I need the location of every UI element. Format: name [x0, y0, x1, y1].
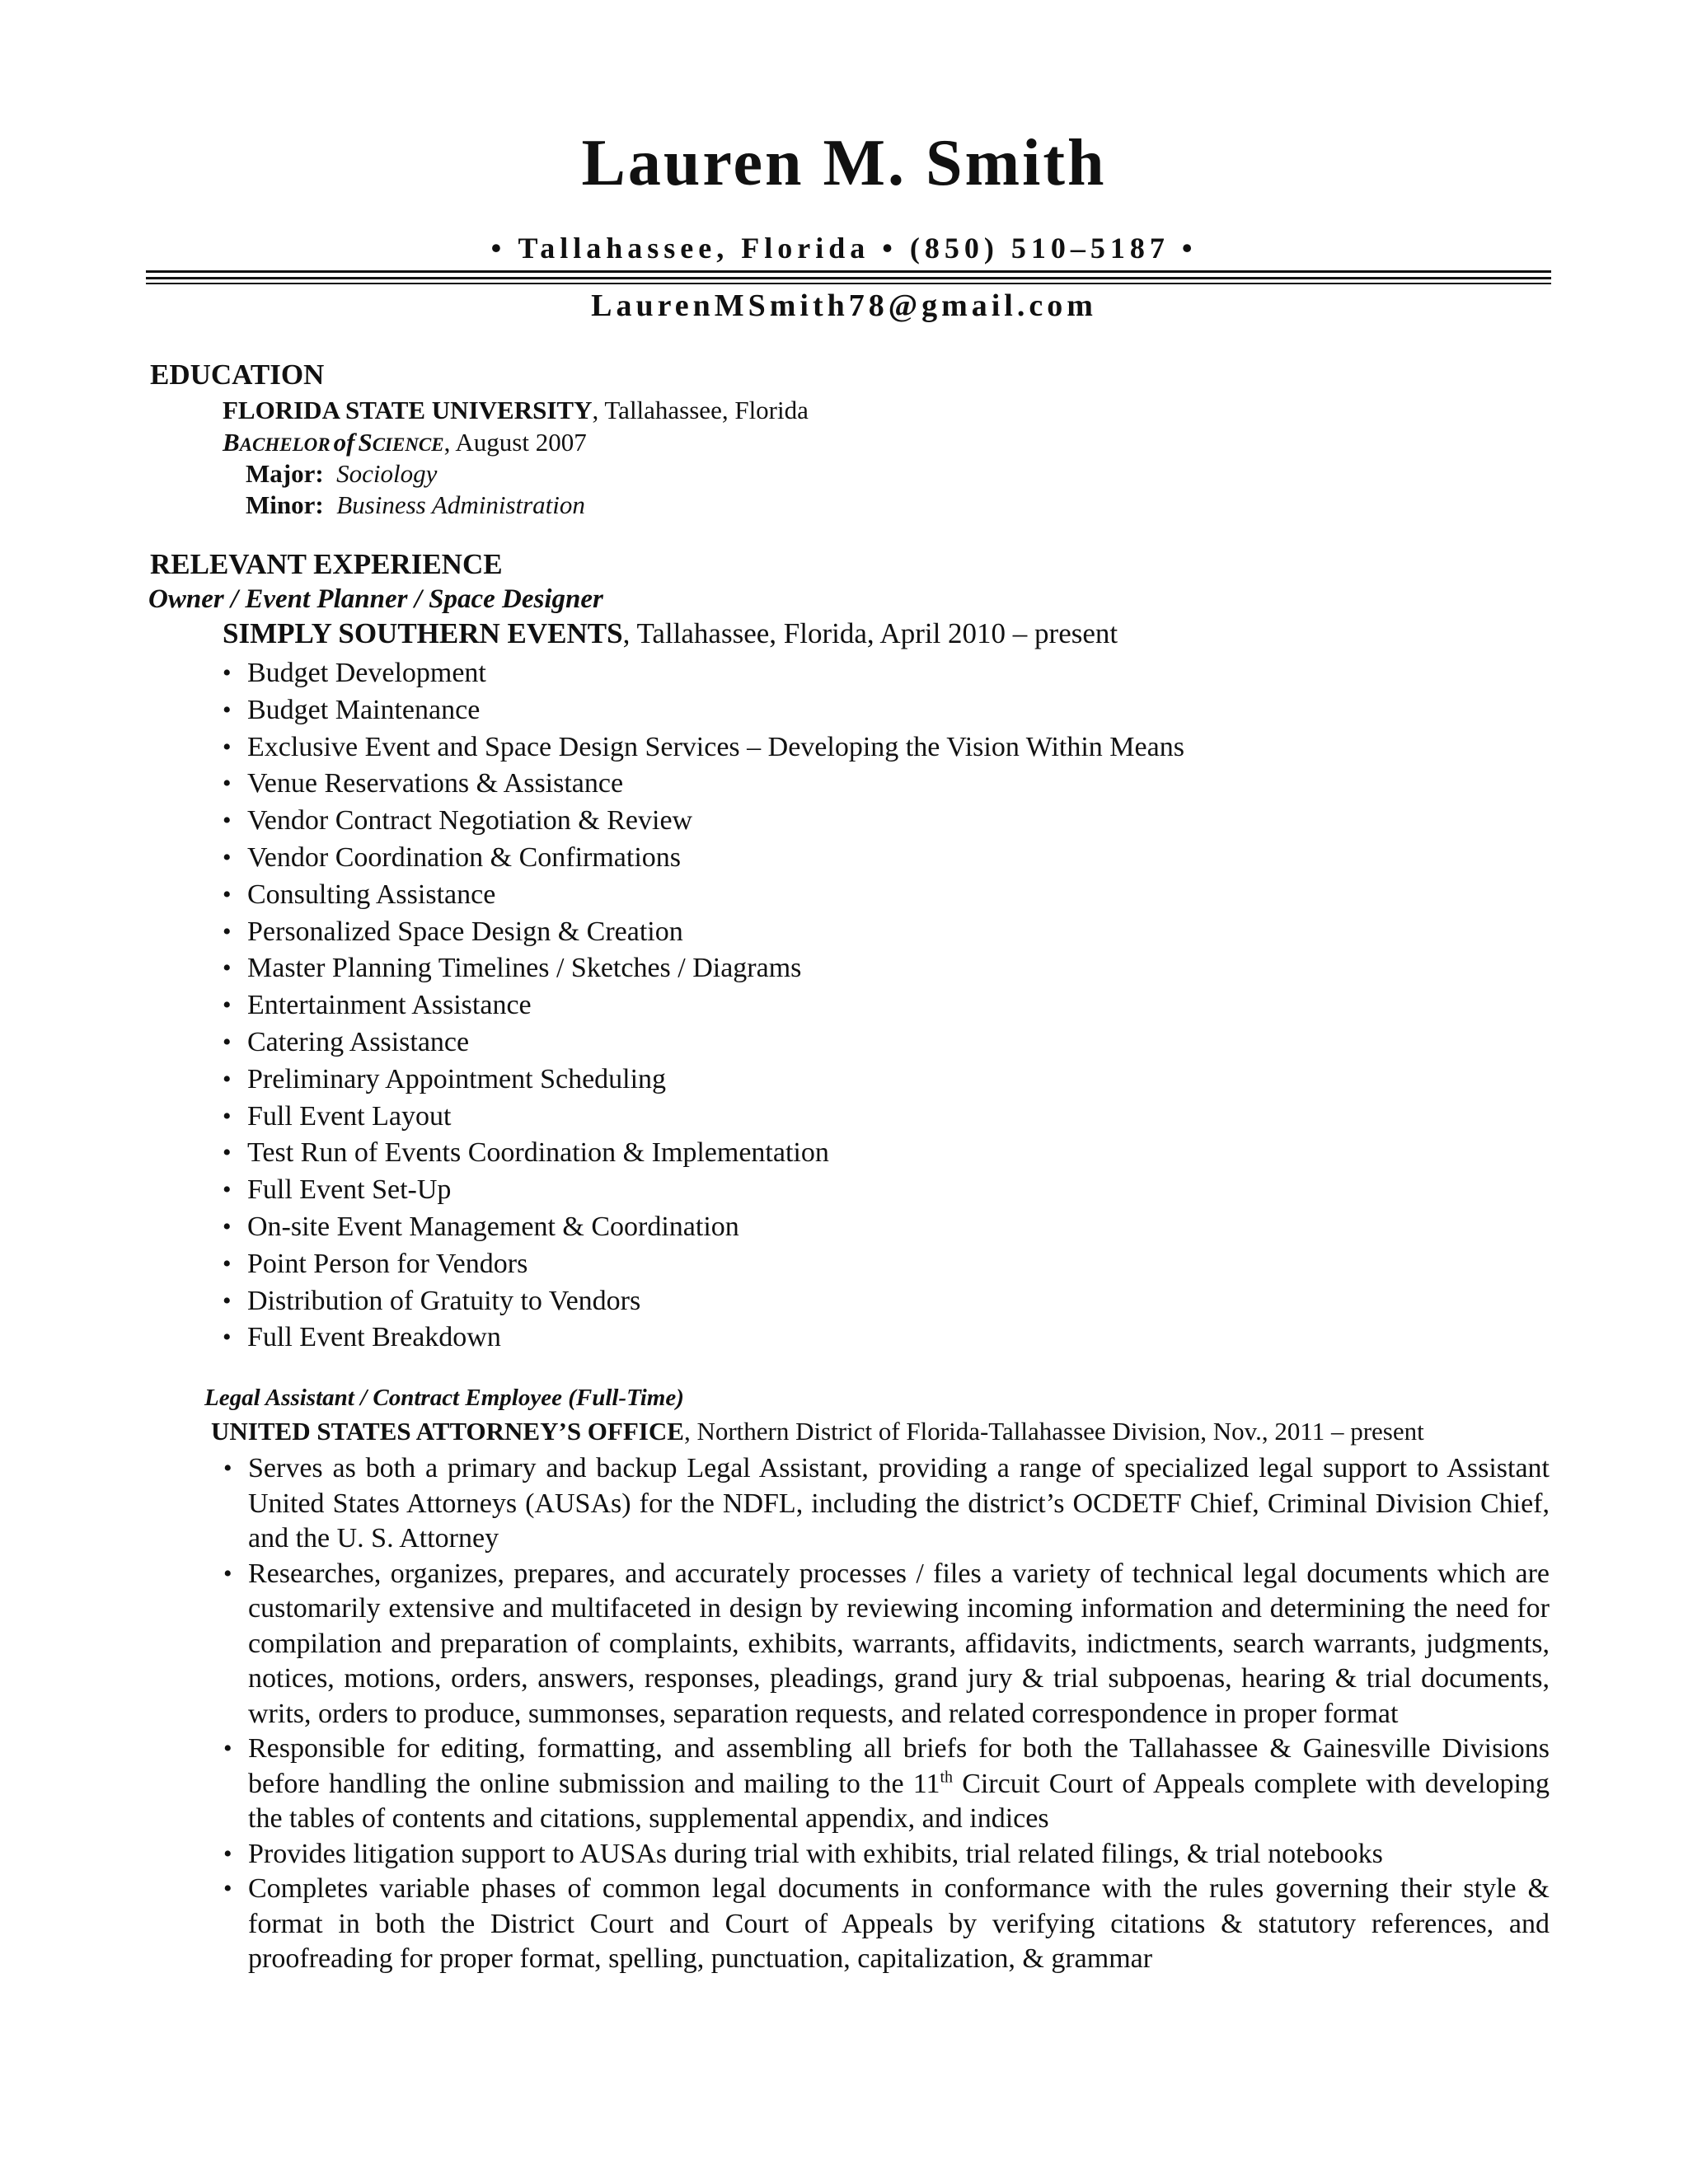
list-item: • Completes variable phases of common legal documents in conformance with the rules governing their style & format in both the District Court and Court of Appeals by verifying citations & statutory references, and proofreading for proper format, spelling, punctuation, capitalization, & grammar	[221, 1872, 1550, 1977]
job1-details: , Tallahassee, Florida, April 2010 – present	[622, 617, 1118, 649]
candidate-name: Lauren M. Smith	[581, 127, 1107, 199]
school-name: FLORIDA STATE UNIVERSITY	[223, 396, 593, 424]
list-item: • Catering Assistance	[221, 1024, 1184, 1062]
minor-label: Minor:	[246, 490, 324, 519]
degree-line	[223, 427, 587, 457]
list-item: • Full Event Layout	[221, 1099, 1184, 1136]
list-item: • Full Event Set-Up	[221, 1172, 1184, 1209]
header-rule	[146, 270, 1551, 273]
email-address[interactable]: LaurenMSmith78@gmail.com	[591, 288, 1097, 323]
list-item: • Responsible for editing, formatting, and assembling all briefs for both the Tallahassee & Gainesville Divisions before handling the online submission and mailing to the 11th Circuit Court of Appeals complete with developing the tables of contents and citations, supplemental appendix, and indices	[221, 1732, 1550, 1837]
list-item: • Master Planning Timelines / Sketches / Diagrams	[221, 950, 1184, 987]
major-label: Major:	[246, 459, 324, 488]
list-item: • Consulting Assistance	[221, 877, 1184, 914]
school-location: , Tallahassee, Florida	[592, 396, 809, 424]
minor-line	[246, 490, 585, 520]
list-item: • Test Run of Events Coordination & Implementation	[221, 1135, 1184, 1172]
list-item: • Vendor Coordination & Confirmations	[221, 840, 1184, 877]
list-item: • Provides litigation support to AUSAs during trial with exhibits, trial related filings, & trial notebooks	[221, 1837, 1550, 1872]
degree-name: BACHELOR of SCIENCE	[223, 428, 444, 457]
job1-employer-line	[223, 616, 1118, 651]
list-item: • Researches, organizes, prepares, and accurately processes / files a variety of technical legal documents which are customarily extensive and multifaceted in design by reviewing incoming information and determining the need for compilation and preparation of complaints, exhibits, warrants, affidavits, indictments, search warrants, judgments, notices, motions, orders, answers, responses, pleadings, grand jury & trial subpoenas, hearing & trial documents, writs, orders to produce, summonses, separation requests, and related correspondence in proper format	[221, 1557, 1550, 1732]
list-item: • Personalized Space Design & Creation	[221, 914, 1184, 951]
list-item: • Entertainment Assistance	[221, 987, 1184, 1024]
list-item: • On-site Event Management & Coordination	[221, 1209, 1184, 1246]
job2-employer: UNITED STATES ATTORNEY’S OFFICE	[211, 1417, 684, 1446]
job1-employer: SIMPLY SOUTHERN EVENTS	[223, 617, 623, 649]
job2-details: , Northern District of Florida-Tallahassee Division, Nov., 2011 – present	[683, 1417, 1424, 1446]
contact-line: • Tallahassee, Florida • (850) 510–5187 •	[490, 232, 1198, 265]
job2-employer-line	[211, 1416, 1424, 1446]
list-item: • Point Person for Vendors	[221, 1246, 1184, 1283]
job1-title: Owner / Event Planner / Space Designer	[148, 584, 603, 614]
header-rule	[146, 283, 1551, 284]
degree-date: , August 2007	[443, 428, 587, 457]
major-value: Sociology	[336, 459, 438, 488]
list-item: • Budget Development	[221, 655, 1184, 692]
list-item: • Budget Maintenance	[221, 692, 1184, 729]
header-rule	[146, 277, 1551, 279]
list-item: • Full Event Breakdown	[221, 1319, 1184, 1357]
job1-duties-list	[221, 655, 1184, 1357]
job2-duties-list	[221, 1451, 1550, 1977]
experience-heading: RELEVANT EXPERIENCE	[150, 548, 503, 580]
school-line	[223, 395, 809, 425]
job2-title: Legal Assistant / Contract Employee (Full-Time)	[204, 1385, 684, 1411]
list-item: • Venue Reservations & Assistance	[221, 766, 1184, 803]
education-heading: EDUCATION	[150, 359, 325, 391]
list-item: • Serves as both a primary and backup Legal Assistant, providing a range of specialized legal support to Assistant United States Attorneys (AUSAs) for the NDFL, including the district’s OCDETF Chief, Criminal Division Chief, and the U. S. Attorney	[221, 1451, 1550, 1557]
list-item: • Exclusive Event and Space Design Services – Developing the Vision Within Means	[221, 729, 1184, 766]
list-item: • Preliminary Appointment Scheduling	[221, 1062, 1184, 1099]
list-item: • Distribution of Gratuity to Vendors	[221, 1283, 1184, 1320]
minor-value: Business Administration	[336, 490, 585, 519]
list-item: • Vendor Contract Negotiation & Review	[221, 803, 1184, 840]
major-line	[246, 458, 437, 489]
